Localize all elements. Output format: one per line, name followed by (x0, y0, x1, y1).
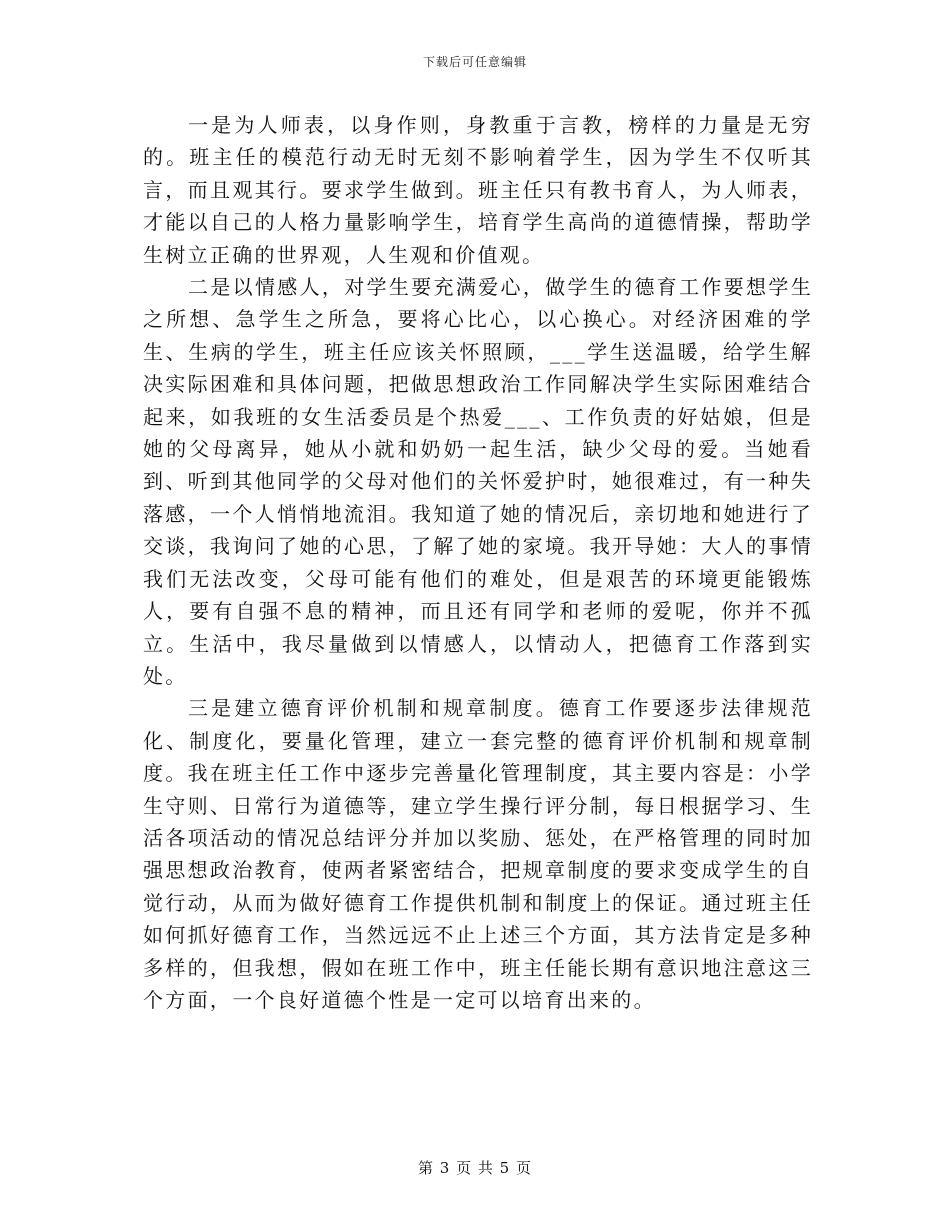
paragraph-3: 三是建立德育评价机制和规章制度。德育工作要逐步法律规范化、制度化，要量化管理，建立一套完整的德育评价机制和规章制度。我在班主任工作中逐步完善量化管理制度，其主要内容是：小学生守则、日常行为道德等，建立学生操行评分制，每日根据学习、生活各项活动的情况总结评分并加以奖励、惩处，在严格管理的同时加强思想政治教育，使两者紧密结合，把规章制度的要求变成学生的自觉行动，从而为做好德育工作提供机制和制度上的保证。通过班主任如何抓好德育工作，当然远远不止上述三个方面，其方法肯定是多种多样的，但我想，假如在班工作中，班主任能长期有意识地注意这三个方面，一个良好道德个性是一定可以培育出来的。 (143, 696, 813, 1012)
document-body (143, 109, 813, 1016)
paragraph-1: 一是为人师表，以身作则，身教重于言教，榜样的力量是无穷的。班主任的模范行动无时无刻不影响着学生，因为学生不仅听其言，而且观其行。要求学生做到。班主任只有教书育人，为人师表，才能以自己的人格力量影响学生，培育学生高尚的道德情操，帮助学生树立正确的世界观，人生观和价值观。 (143, 113, 813, 267)
page-header: 下载后可任意编辑 (422, 55, 527, 69)
page-footer: 第 3 页 共 5 页 (418, 1159, 532, 1177)
paragraph-2: 二是以情感人，对学生要充满爱心，做学生的德育工作要想学生之所想、急学生之所急，要将心比心，以心换心。对经济困难的学生、生病的学生，班主任应该关怀照顾，___学生送温暖，给学生解决实际困难和具体问题，把做思想政治工作同解决学生实际困难结合起来，如我班的女生活委员是个热爱___、工作负责的好姑娘，但是她的父母离异，她从小就和奶奶一起生活，缺少父母的爱。当她看到、听到其他同学的父母对他们的关怀爱护时，她很难过，有一种失落感，一个人悄悄地流泪。我知道了她的情况后，亲切地和她进行了交谈，我询问了她的心思，了解了她的家境。我开导她：大人的事情我们无法改变，父母可能有他们的难处，但是艰苦的环境更能锻炼人，要有自强不息的精神，而且还有同学和老师的爱呢，你并不孤立。生活中，我尽量做到以情感人，以情动人，把德育工作落到实处。 (143, 275, 813, 688)
